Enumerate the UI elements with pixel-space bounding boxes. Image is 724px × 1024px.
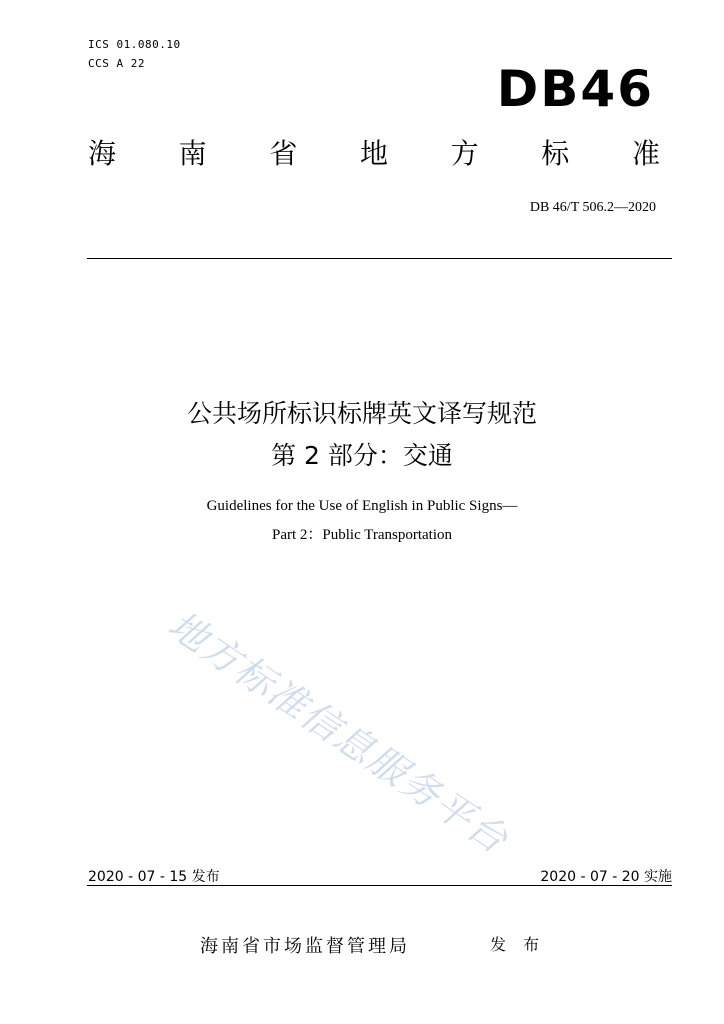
standard-type-char: 省	[269, 137, 298, 170]
standard-type-char: 地	[359, 137, 388, 170]
db46-logo: DB46	[496, 60, 654, 118]
standard-type-char: 南	[178, 137, 207, 170]
standard-type-char: 方	[450, 137, 479, 170]
title-english-line-1: Guidelines for the Use of English in Public Signs—	[206, 498, 518, 514]
publisher-name: 海南省市场监督管理局	[200, 936, 410, 957]
standard-type-char: 海	[88, 137, 117, 170]
title-chinese-line-2: 第 2 部分：交通	[271, 441, 453, 470]
ccs-code: CCS A 22	[88, 57, 145, 70]
ics-code: ICS 01.080.10	[88, 38, 181, 51]
implement-date: 2020 - 07 - 20 实施	[540, 869, 672, 885]
watermark: 地方标准信息服务平台	[160, 602, 517, 863]
title-chinese-line-1: 公共场所标识标牌英文译写规范	[186, 399, 537, 428]
title-english-line-2: Part 2：Public Transportation	[271, 527, 452, 543]
top-divider	[87, 258, 672, 259]
publish-label: 发 布	[490, 935, 546, 954]
standard-type-char: 标	[541, 137, 570, 170]
bottom-divider	[87, 885, 672, 886]
standard-type-char: 准	[631, 137, 660, 170]
issue-date: 2020 - 07 - 15 发布	[88, 869, 220, 885]
standard-type-title	[88, 137, 660, 170]
standard-code: DB 46/T 506.2—2020	[529, 200, 656, 215]
